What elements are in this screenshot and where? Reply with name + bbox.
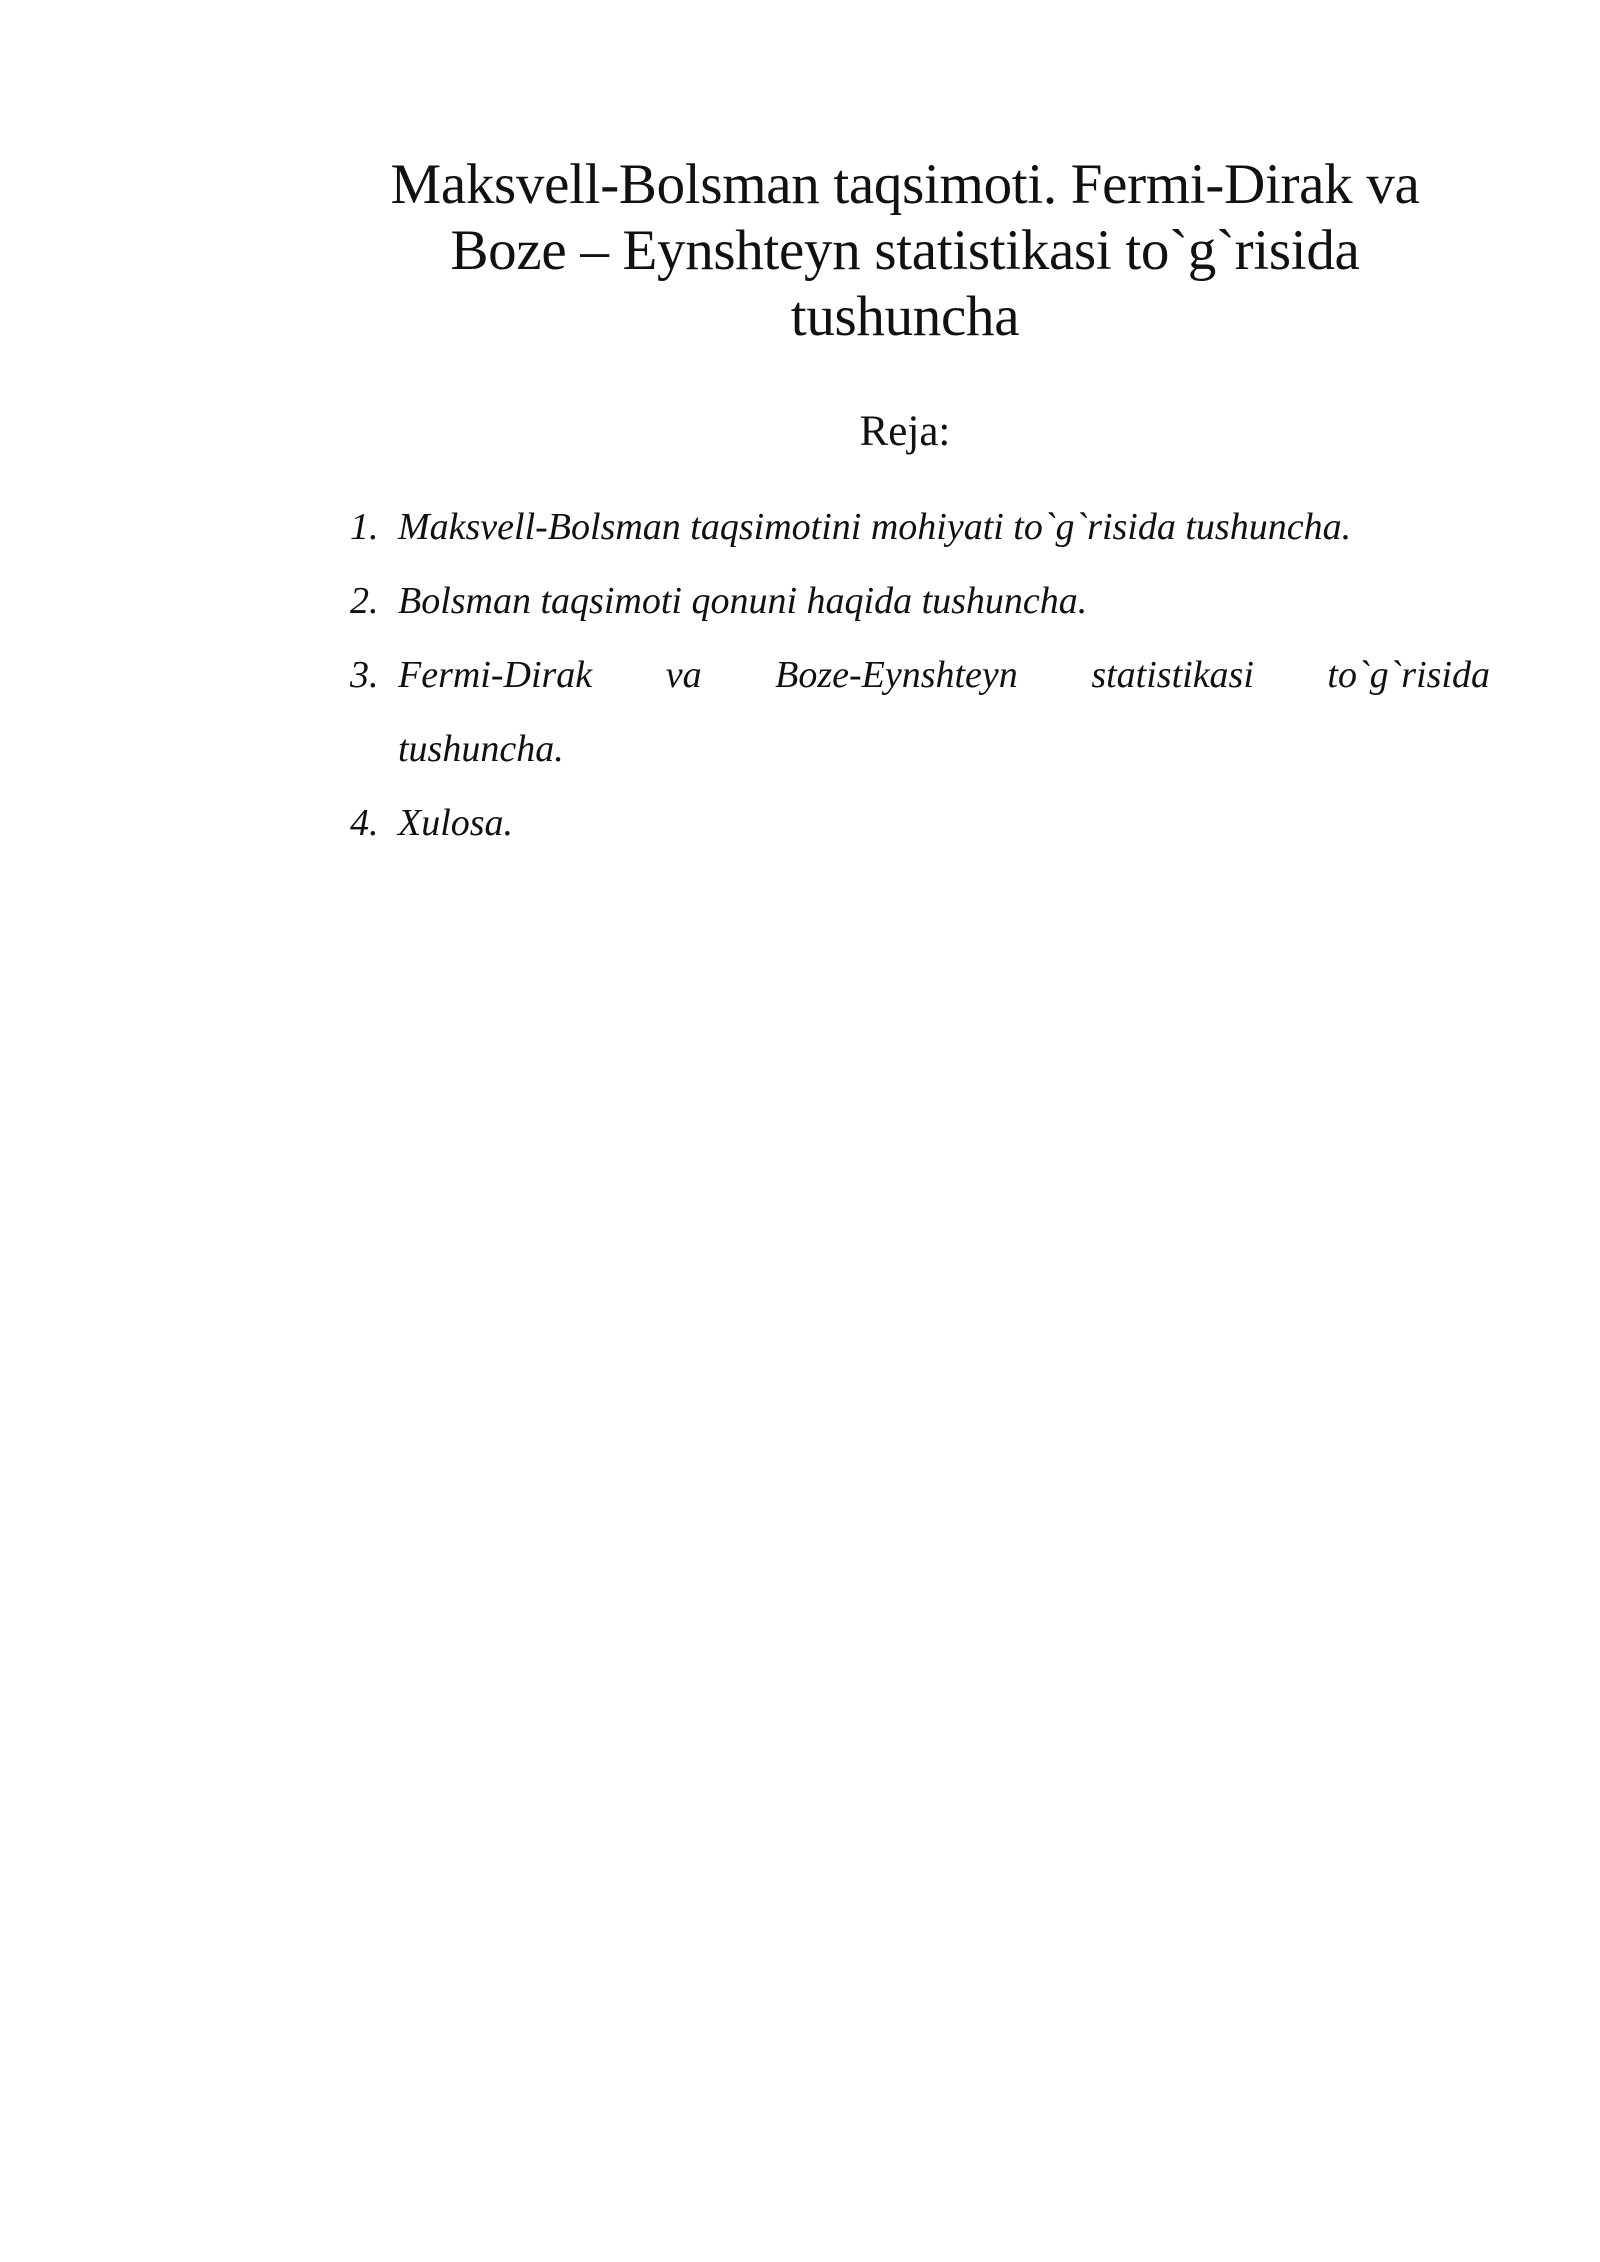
plan-item-number: 2.: [350, 580, 379, 622]
title-line-3: tushuncha: [790, 285, 1020, 348]
plan-heading: Reja:: [859, 408, 951, 455]
plan-item-3: [350, 638, 1490, 786]
plan-item-number: 3.: [350, 654, 379, 696]
plan-item-text: Maksvell-Bolsman taqsimotini mohiyati to`g`risida tushuncha.: [398, 506, 1352, 548]
plan-item-number: 4.: [350, 802, 379, 844]
plan-list: [350, 490, 1490, 860]
title-line-1: Maksvell-Bolsman taqsimoti. Fermi-Dirak va: [390, 153, 1420, 216]
title-line-2: Boze – Eynshteyn statistikasi to`g`risida: [450, 219, 1360, 282]
plan-item-number: 1.: [350, 506, 379, 548]
plan-item-4: [350, 786, 1490, 860]
plan-item-text: Xulosa.: [398, 802, 514, 844]
plan-item-text: Bolsman taqsimoti qonuni haqida tushuncha.: [398, 580, 1088, 622]
plan-item-1: [350, 490, 1490, 564]
plan-item-text-line-2: tushuncha.: [398, 728, 564, 770]
plan-item-text-line-1: Fermi-Dirak va Boze-Eynshteyn statistikasi to`g`risida: [398, 654, 1490, 696]
plan-item-2: [350, 564, 1490, 638]
document-title: [340, 152, 1470, 350]
